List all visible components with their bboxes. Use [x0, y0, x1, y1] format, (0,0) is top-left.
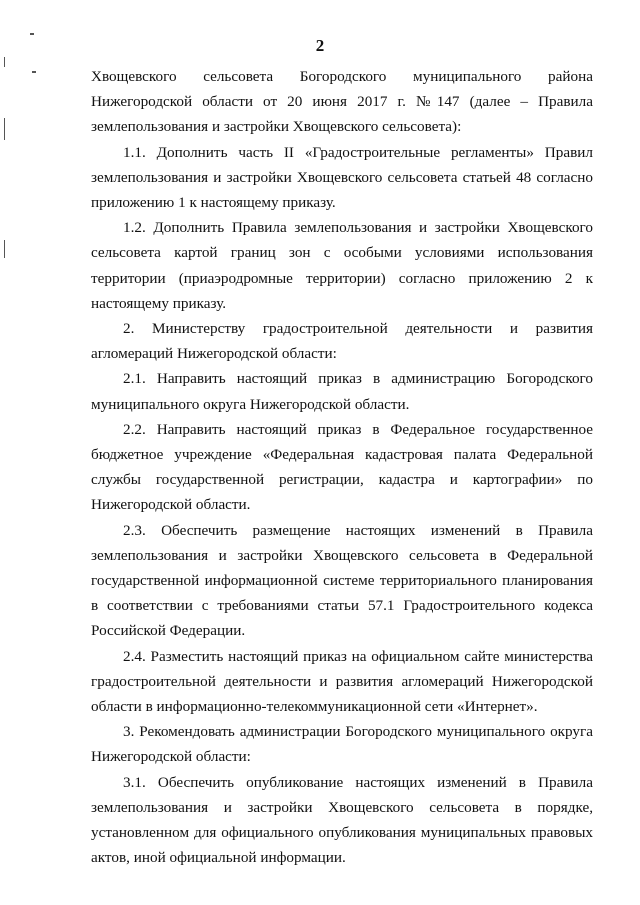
- scan-artifact-mark: [32, 71, 36, 73]
- page-number: 2: [315, 36, 325, 55]
- paragraph-3: 3. Рекомендовать администрации Богородского муниципального округа Нижегородской области:: [91, 723, 593, 766]
- scan-artifact-mark: [4, 240, 5, 258]
- paragraph-3-1: 3.1. Обеспечить опубликование настоящих изменений в Правила землепользования и застройки Хвощевского сельсовета в порядке, установленном для официального опубликования муниципальных правовых актов, иной официальной информации.: [91, 773, 593, 867]
- paragraph-2-1: 2.1. Направить настоящий приказ в администрацию Богородского муниципального округа Нижегородской области.: [91, 370, 593, 413]
- scan-artifact-mark: [4, 118, 5, 140]
- paragraph-2-4: 2.4. Разместить настоящий приказ на официальном сайте министерства градостроительной деятельности и развития агломераций Нижегородской области в информационно-телекоммуникационной сети «Интернет».: [91, 647, 593, 716]
- document-body: [91, 64, 593, 871]
- paragraph-2: 2. Министерству градостроительной деятельности и развития агломераций Нижегородской области:: [91, 320, 593, 363]
- paragraph-1-2: 1.2. Дополнить Правила землепользования и застройки Хвощевского сельсовета картой границ зон с особыми условиями использования территории (приаэродромные территории) согласно приложению 2 к настоящему приказу.: [91, 219, 593, 312]
- scan-artifact-mark: [30, 33, 34, 35]
- paragraph-2-3: 2.3. Обеспечить размещение настоящих изменений в Правила землепользования и застройки Хвощевского сельсовета в Федеральной государственной информационной системе территориального планирования в соответствии с требованиями статьи 57.1 Градостроительного кодекса Российской Федерации.: [91, 521, 593, 640]
- paragraph-2-2: 2.2. Направить настоящий приказ в Федеральное государственное бюджетное учреждение «Федеральная кадастровая палата Федеральной службы государственной регистрации, кадастра и картографии» по Нижегородской области.: [91, 420, 593, 514]
- scan-artifact-mark: [4, 57, 5, 67]
- paragraph-1-1: 1.1. Дополнить часть II «Градостроительные регламенты» Правил землепользования и застройки Хвощевского сельсовета статьей 48 согласно приложению 1 к настоящему приказу.: [91, 143, 593, 212]
- paragraph-intro: Хвощевского сельсовета Богородского муниципального района Нижегородской области от 20 июня 2017 г. №147 (далее – Правила землепользования и застройки Хвощевского сельсовета):: [91, 68, 593, 136]
